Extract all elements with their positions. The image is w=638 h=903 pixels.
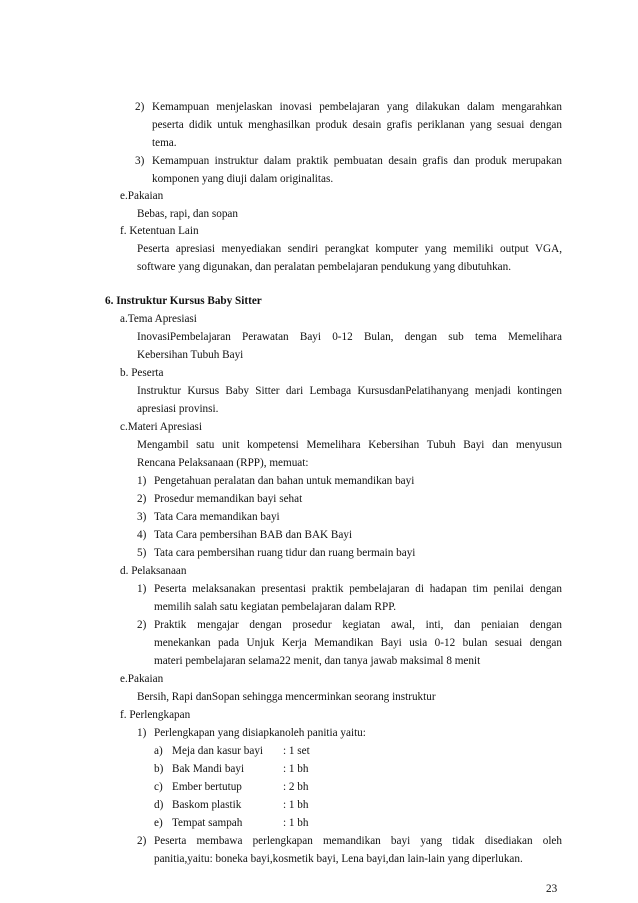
equipment-qty: : 1 bh (283, 799, 309, 811)
paragraph-line: peserta didik untuk menghasilkan produk desain grafis periklanan yang sesuai dengan (152, 119, 562, 131)
equipment-qty: : 1 bh (283, 817, 309, 829)
paragraph-line: software yang digunakan, dan peralatan pembelajaran pendukung yang dibutuhkan. (137, 261, 512, 273)
list-number: 1) (137, 475, 147, 487)
paragraph-line: Rencana Pelaksanaan (RPP), memuat: (137, 457, 309, 469)
list-item: Perlengkapan yang disiapkanoleh panitia yaitu: (154, 727, 366, 739)
list-letter: d) (154, 799, 164, 811)
paragraph-line: panitia,yaitu: boneka bayi,kosmetik bayi, Lena bayi,dan lain-lain yang diperlukan. (154, 853, 523, 865)
subheading-materi-apresiasi: c.Materi Apresiasi (120, 421, 203, 433)
list-number: 2) (135, 101, 145, 113)
subheading-tema-apresiasi: a.Tema Apresiasi (120, 313, 197, 325)
subheading-pakaian: e.Pakaian (120, 673, 164, 685)
equipment-name: Baskom plastik (172, 799, 242, 811)
equipment-name: Meja dan kasur bayi (172, 745, 264, 757)
paragraph-line: menekankan pada Unjuk Kerja Memandikan Bayi usia 0-12 bulan sesuai dengan (154, 637, 562, 649)
list-number: 2) (137, 835, 147, 847)
paragraph-line: Kemampuan instruktur dalam praktik pembuatan desain grafis dan produk merupakan (152, 155, 562, 167)
equipment-qty: : 1 set (283, 745, 310, 757)
equipment-qty: : 1 bh (283, 763, 309, 775)
subheading-peserta: b. Peserta (120, 367, 164, 379)
paragraph-line: Mengambil satu unit kompetensi Memelihara Kebersihan Tubuh Bayi dan menyusun (137, 439, 562, 451)
paragraph-line: materi pembelajaran selama22 menit, dan tanya jawab maksimal 8 menit (154, 655, 481, 667)
subheading-ketentuan-lain: f. Ketentuan Lain (120, 225, 199, 237)
list-number: 3) (135, 155, 145, 167)
list-number: 1) (137, 583, 147, 595)
list-letter: e) (154, 817, 163, 829)
list-item: Prosedur memandikan bayi sehat (154, 493, 303, 505)
paragraph-line: Kebersihan Tubuh Bayi (137, 349, 244, 361)
paragraph-line: Peserta membawa perlengkapan memandikan bayi yang tidak disediakan oleh (154, 835, 562, 847)
paragraph-line: memilih salah satu kegiatan pembelajaran dalam RPP. (154, 601, 397, 613)
list-item: Tata Cara pembersihan BAB dan BAK Bayi (154, 529, 353, 541)
paragraph-line: Instruktur Kursus Baby Sitter dari Lembaga KursusdanPelatihanyang menjadi kontingen (137, 385, 562, 397)
list-number: 2) (137, 493, 147, 505)
paragraph-line: apresiasi provinsi. (137, 403, 219, 415)
list-number: 5) (137, 547, 147, 559)
list-number: 1) (137, 727, 147, 739)
equipment-name: Bak Mandi bayi (172, 763, 245, 775)
page-number: 23 (546, 883, 558, 895)
paragraph-line: Peserta apresiasi menyediakan sendiri perangkat komputer yang memiliki output VGA, (137, 243, 562, 255)
list-letter: b) (154, 763, 164, 775)
paragraph-line: Kemampuan menjelaskan inovasi pembelajaran yang dilakukan dalam mengarahkan (152, 101, 562, 113)
list-letter: c) (154, 781, 163, 793)
list-number: 4) (137, 529, 147, 541)
subheading-pakaian: e.Pakaian (120, 190, 164, 202)
list-item: Tata Cara memandikan bayi (154, 511, 280, 523)
paragraph-line: Bebas, rapi, dan sopan (137, 208, 238, 220)
paragraph-line: komponen yang diuji dalam originalitas. (152, 173, 334, 185)
list-number: 2) (137, 619, 147, 631)
paragraph-line: Praktik mengajar dengan prosedur kegiatan awal, inti, dan peniaian dengan (154, 619, 562, 631)
equipment-name: Tempat sampah (172, 817, 243, 829)
list-number: 3) (137, 511, 147, 523)
equipment-name: Ember bertutup (172, 781, 242, 793)
paragraph-line: Bersih, Rapi danSopan sehingga mencerminkan seorang instruktur (137, 691, 436, 703)
paragraph-line: Peserta melaksanakan presentasi praktik pembelajaran di hadapan tim penilai dengan (154, 583, 562, 595)
subheading-pelaksanaan: d. Pelaksanaan (120, 565, 187, 577)
list-item: Pengetahuan peralatan dan bahan untuk memandikan bayi (154, 475, 415, 487)
equipment-qty: : 2 bh (283, 781, 309, 793)
paragraph-line: tema. (152, 137, 177, 149)
section-heading: 6. Instruktur Kursus Baby Sitter (105, 295, 262, 307)
subheading-perlengkapan: f. Perlengkapan (120, 709, 191, 721)
paragraph-line: InovasiPembelajaran Perawatan Bayi 0-12 Bulan, dengan sub tema Memelihara (137, 331, 562, 343)
list-letter: a) (154, 745, 163, 757)
list-item: Tata cara pembersihan ruang tidur dan ruang bermain bayi (154, 547, 416, 559)
